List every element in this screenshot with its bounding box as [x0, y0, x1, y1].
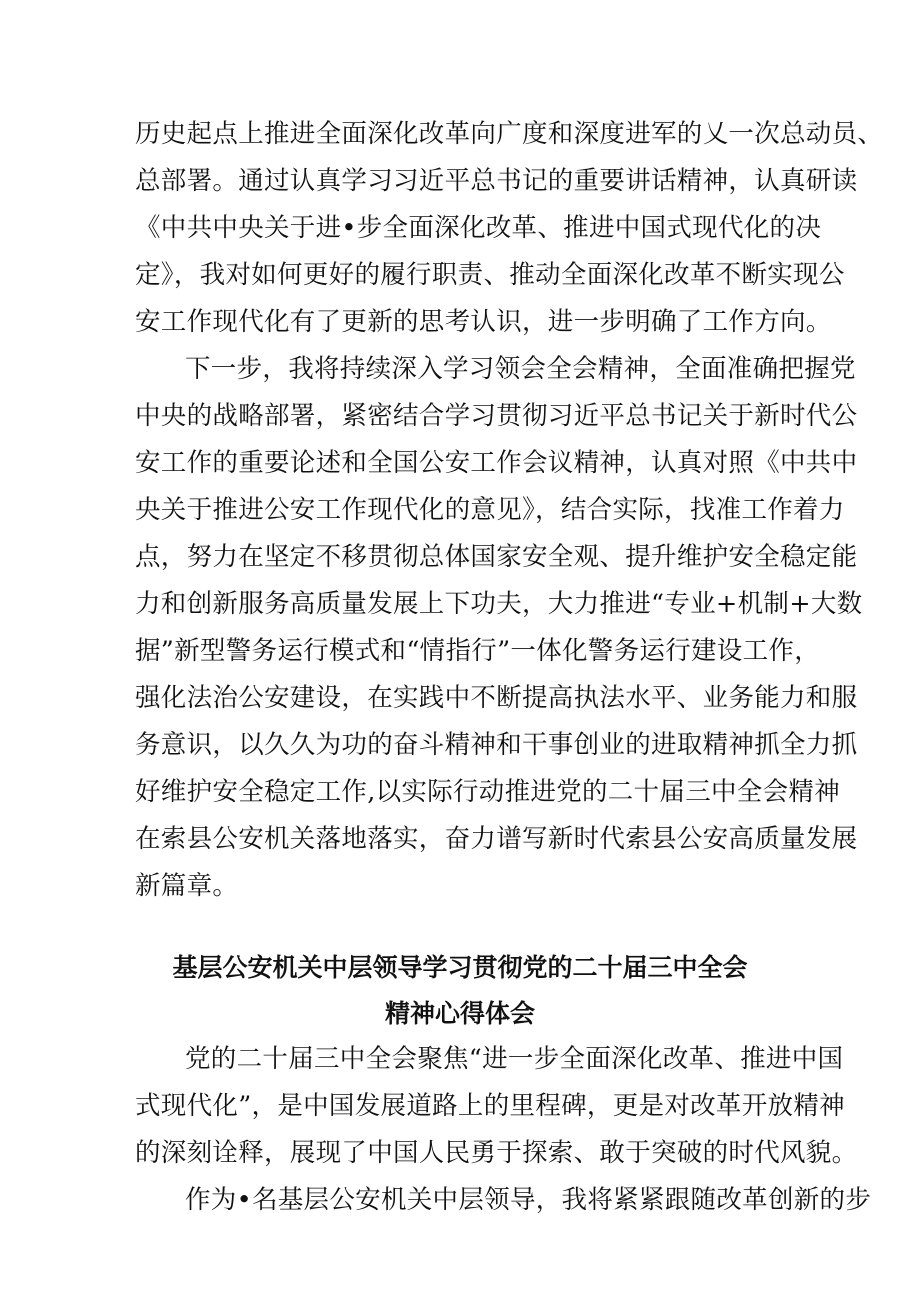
document-title-line-2: 精神心得体会	[384, 999, 535, 1028]
paragraph-line: 总部署。通过认真学习习近平总书记的重要讲话精神，认真研读	[135, 166, 858, 196]
paragraph-line: 务意识，以久久为功的奋斗精神和干事创业的进取精神抓全力抓	[135, 730, 858, 760]
paragraph-line: 点，努力在坚定不移贯彻总体国家安全观、提升维护安全稳定能	[135, 542, 858, 572]
paragraph-line: 新篇章。	[135, 871, 239, 901]
paragraph-line: 下一步，我将持续深入学习领会全会精神，全面准确把握党	[185, 354, 856, 384]
paragraph-line: 央关于推进公安工作现代化的意见》，结合实际，找准工作着力	[135, 495, 845, 525]
paragraph-line: 《中共中央关于进•步全面深化改革、推进中国式现代化的决	[135, 213, 822, 243]
paragraph-line: 在索县公安机关落地落实，奋力谱写新时代索县公安高质量发展	[135, 824, 858, 854]
paragraph-line: 的深刻诠释，展现了中国人民勇于探索、敢于突破的时代风貌。	[135, 1138, 858, 1168]
paragraph-line: 据”新型警务运行模式和“情指行”一体化警务运行建设工作，	[135, 636, 821, 666]
paragraph-line: 作为•名基层公安机关中层领导，我将紧紧跟随改革创新的步	[185, 1185, 872, 1215]
paragraph-line: 历史起点上推进全面深化改革向广度和深度进军的乂一次总动员、	[135, 119, 884, 149]
paragraph-line: 安工作的重要论述和全国公安工作会议精神，认真对照《中共中	[135, 448, 858, 478]
paragraph-line: 中央的战略部署，紧密结合学习贯彻习近平总书记关于新时代公	[135, 401, 858, 431]
paragraph-line: 定》，我对如何更好的履行职责、推动全面深化改革不断实现公	[135, 260, 845, 290]
paragraph-line: 好维护安全稳定工作,以实际行动推进党的二十届三中全会精神	[135, 777, 841, 807]
paragraph-line: 式现代化”，是中国发展道路上的里程碑，更是对改革开放精神	[135, 1091, 845, 1121]
paragraph-line: 力和创新服务高质量发展上下功夫，大力推进“专业+机制+大数	[135, 589, 863, 619]
paragraph-line: 党的二十届三中全会聚焦“进一步全面深化改革、推进中国	[185, 1044, 844, 1074]
paragraph-line: 安工作现代化有了更新的思考认识，进一步明确了工作方向。	[135, 307, 832, 337]
document-title-line-1: 基层公安机关中层领导学习贯彻党的二十届三中全会	[172, 953, 748, 982]
paragraph-line: 强化法治公安建设，在实践中不断提高执法水平、业务能力和服	[135, 683, 858, 713]
